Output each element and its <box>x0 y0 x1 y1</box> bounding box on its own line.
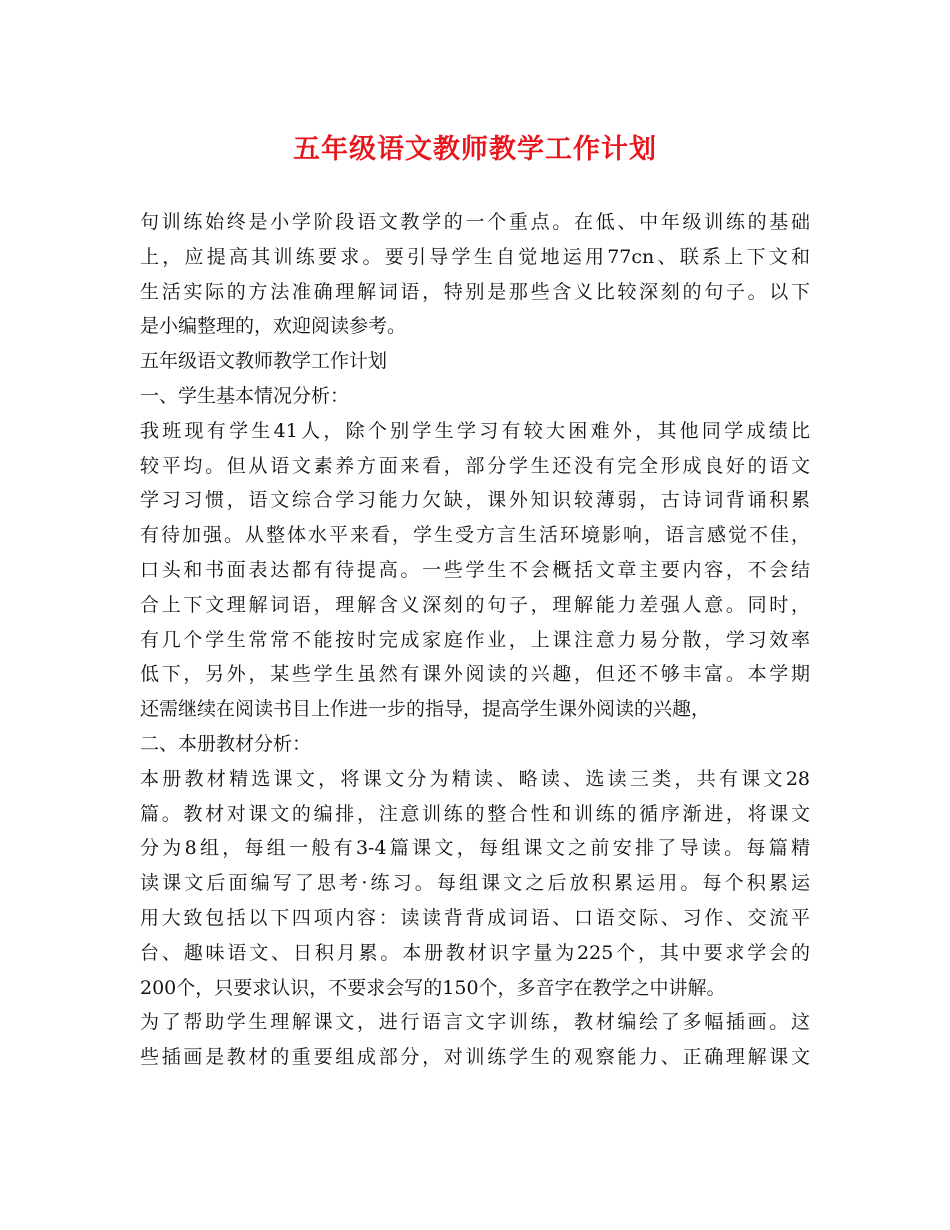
body-line: 低下，另外，某些学生虽然有课外阅读的兴趣，但还不够丰富。本学期 <box>140 663 810 686</box>
body-line: 一、学生基本情况分析： <box>140 384 350 407</box>
body-line: 200个，只要求认识，不要求会写的150个，多音字在教学之中讲解。 <box>140 976 726 999</box>
body-line: 篇。教材对课文的编排，注意训练的整合性和训练的循序渐进，将课文 <box>140 802 810 825</box>
body-line: 有几个学生常常不能按时完成家庭作业，上课注意力易分散，学习效率 <box>140 628 810 651</box>
body-line: 二、本册教材分析： <box>140 732 312 755</box>
body-line: 五年级语文教师教学工作计划 <box>140 350 388 373</box>
body-line: 学习习惯，语文综合学习能力欠缺，课外知识较薄弱，古诗词背诵积累 <box>140 489 810 512</box>
body-line: 较平均。但从语文素养方面来看，部分学生还没有完全形成良好的语文 <box>140 454 810 477</box>
document-body <box>140 205 810 1075</box>
body-line: 口头和书面表达都有待提高。一些学生不会概括文章主要内容，不会结 <box>140 558 810 581</box>
body-line: 本册教材精选课文，将课文分为精读、略读、选读三类，共有课文28 <box>140 767 810 790</box>
body-line: 还需继续在阅读书目上作进一步的指导，提高学生课外阅读的兴趣， <box>140 698 711 721</box>
document-title: 五年级语文教师教学工作计划 <box>293 134 657 165</box>
body-line: 有待加强。从整体水平来看，学生受方言生活环境影响，语言感觉不佳， <box>140 524 810 547</box>
body-line: 是小编整理的，欢迎阅读参考。 <box>140 315 407 338</box>
body-line: 台、趣味语文、日积月累。本册教材识字量为225个，其中要求学会的 <box>140 941 810 964</box>
body-line: 些插画是教材的重要组成部分，对训练学生的观察能力、正确理解课文 <box>140 1046 810 1069</box>
body-line: 我班现有学生41人，除个别学生学习有较大困难外，其他同学成绩比 <box>140 419 810 442</box>
body-line: 上，应提高其训练要求。要引导学生自觉地运用77cn、联系上下文和 <box>140 245 810 268</box>
body-line: 合上下文理解词语，理解含义深刻的句子，理解能力差强人意。同时， <box>140 593 810 616</box>
body-line: 句训练始终是小学阶段语文教学的一个重点。在低、中年级训练的基础 <box>140 211 810 233</box>
body-line: 分为8组，每组一般有3-4篇课文，每组课文之前安排了导读。每篇精 <box>140 837 810 860</box>
body-line: 读课文后面编写了思考·练习。每组课文之后放积累运用。每个积累运 <box>140 872 810 895</box>
body-line: 用大致包括以下四项内容：读读背背成词语、口语交际、习作、交流平 <box>140 906 810 929</box>
body-line: 生活实际的方法准确理解词语，特别是那些含义比较深刻的句子。以下 <box>140 280 810 303</box>
body-line: 为了帮助学生理解课文，进行语言文字训练，教材编绘了多幅插画。这 <box>140 1011 810 1034</box>
